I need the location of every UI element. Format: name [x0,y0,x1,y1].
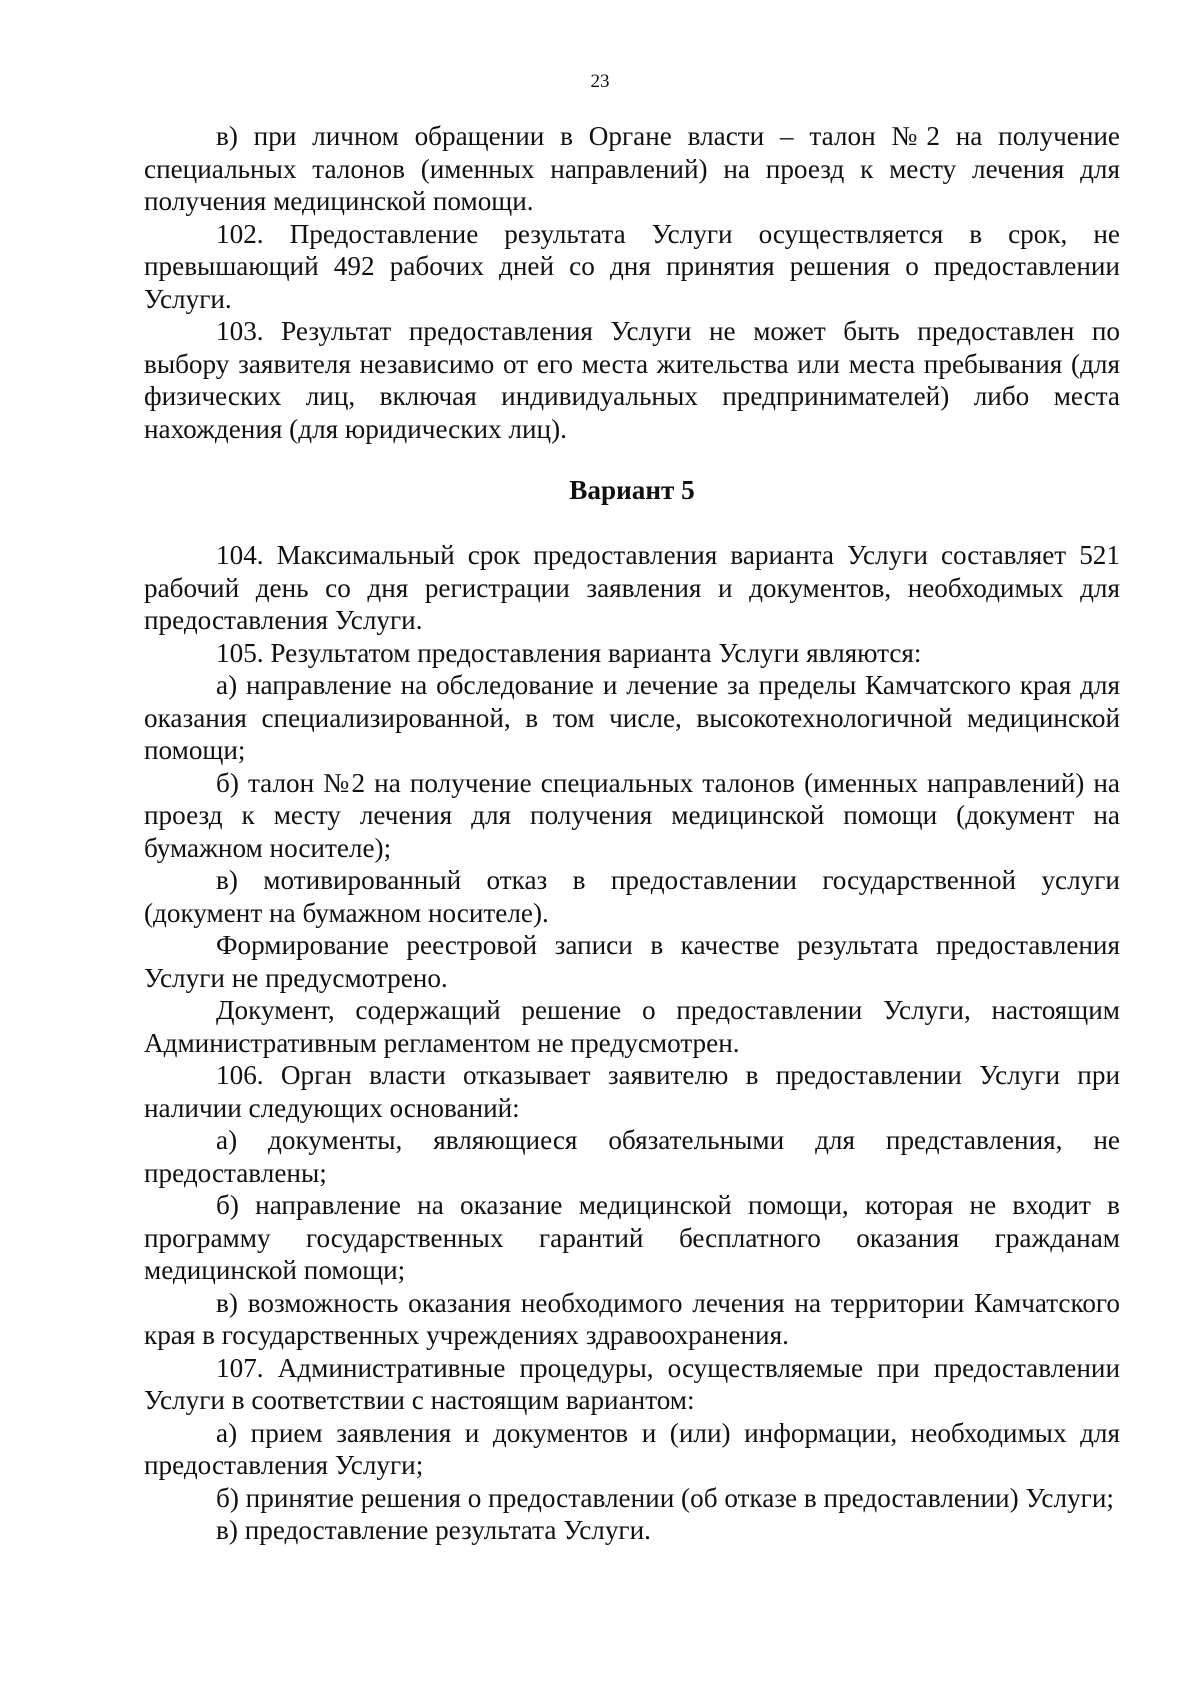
paragraph-105: 105. Результатом предоставления варианта Услуги являются: [216,637,922,668]
paragraph-105-v: в) мотивированный отказ в предоставлении государственной услуги (документ на бумажном носителе). [144,865,1120,928]
paragraph-103: 103. Результат предоставления Услуги не может быть предоставлен по выбору заявителя независимо от его места жительства или места пребывания (для физических лиц, включая индивидуальных предпринимателей) либо места нахождения (для юридических лиц). [144,316,1120,444]
paragraph-105-b: б) талон №2 на получение специальных талонов (именных направлений) на проезд к месту лечения для получения медицинской помощи (документ на бумажном носителе); [144,767,1120,863]
page-number: 23 [590,71,610,92]
paragraph-105-a: а) направление на обследование и лечение за пределы Камчатского края для оказания специализированной, в том числе, высокотехнологичной медицинской помощи; [144,670,1120,765]
paragraph-107-b: б) принятие решения о предоставлении (об отказе в предоставлении) Услуги; [216,1482,1114,1513]
paragraph-102: 102. Предоставление результата Услуги осуществляется в срок, не превышающий 492 рабочих дней со дня принятия решения о предоставлении Услуги. [144,218,1120,314]
paragraph-104: 104. Максимальный срок предоставления варианта Услуги составляет 521 рабочий день со дня регистрации заявления и документов, необходимых для предоставления Услуги. [144,540,1120,635]
paragraph-107: 107. Административные процедуры, осуществляемые при предоставлении Услуги в соответствии с настоящим вариантом: [144,1352,1120,1415]
paragraph-registry-record: Формирование реестровой записи в качестве результата предоставления Услуги не предусмотрено. [144,930,1120,993]
paragraph-item-v: в) при личном обращении в Органе власти – талон №2 на получение специальных талонов (именных направлений) на проезд к месту лечения для получения медицинской помощи. [144,121,1120,216]
document-body [144,120,1120,1547]
paragraph-106-b: б) направление на оказание медицинской помощи, которая не входит в программу государственных гарантий бесплатного оказания гражданам медицинской помощи; [144,1190,1120,1285]
paragraph-106-v: в) возможность оказания необходимого лечения на территории Камчатского края в государственных учреждениях здравоохранения. [144,1287,1120,1350]
paragraph-106: 106. Орган власти отказывает заявителю в предоставлении Услуги при наличии следующих оснований: [144,1060,1120,1123]
section-heading: Вариант 5 [569,475,695,505]
paragraph-decision-document: Документ, содержащий решение о предоставлении Услуги, настоящим Административным регламентом не предусмотрен. [144,995,1120,1058]
paragraph-106-a: а) документы, являющиеся обязательными для представления, не предоставлены; [144,1125,1120,1188]
paragraph-107-a: а) прием заявления и документов и (или) информации, необходимых для предоставления Услуги; [144,1417,1120,1480]
paragraph-107-v: в) предоставление результата Услуги. [216,1515,651,1545]
